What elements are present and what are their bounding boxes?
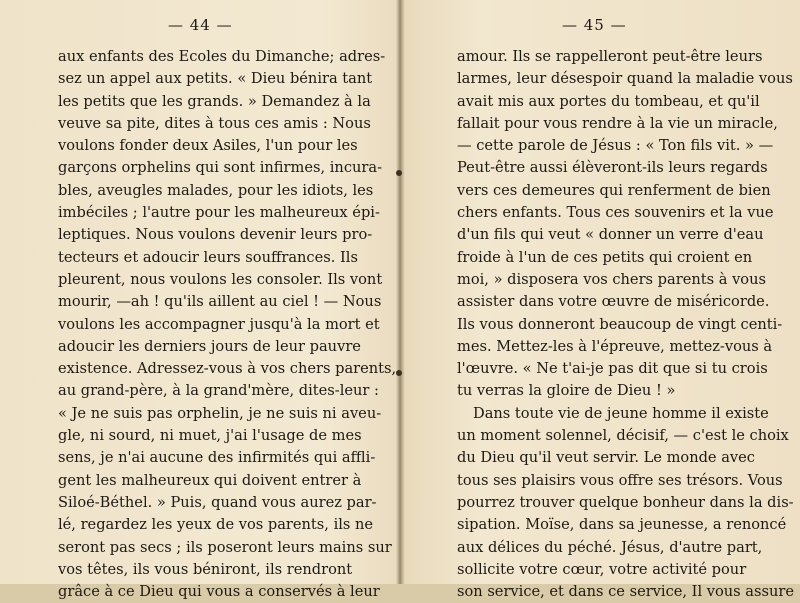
text-line: pourrez trouver quelque bonheur dans la dis- <box>457 493 794 511</box>
text-line: imbéciles ; l'autre pour les malheureux épi- <box>58 204 380 222</box>
text-line: chers enfants. Tous ces souvenirs et la vue <box>457 204 774 222</box>
text-line: « Je ne suis pas orphelin, je ne suis ni aveu- <box>58 404 382 422</box>
text-line: aux délices du péché. Jésus, d'autre part, <box>457 538 763 556</box>
page-text <box>58 46 397 603</box>
text-line: d'un fils qui veut « donner un verre d'eau <box>457 226 764 244</box>
text-line: — cette parole de Jésus : « Ton fils vit. » — <box>457 137 774 155</box>
text-line: adoucir les derniers jours de leur pauvre <box>58 337 361 355</box>
text-line: Siloé-Béthel. » Puis, quand vous aurez par- <box>58 493 377 511</box>
text-line: Ils vous donneront beaucoup de vingt centi- <box>457 315 783 333</box>
text-line: assister dans votre œuvre de miséricorde. <box>457 293 770 311</box>
binding-mark <box>396 170 402 176</box>
text-line: sipation. Moïse, dans sa jeunesse, a renoncé <box>457 516 787 534</box>
text-line: Dans toute vie de jeune homme il existe <box>473 404 769 422</box>
text-line: sens, je n'ai aucune des infirmités qui affli- <box>58 449 376 467</box>
text-line: sollicite votre cœur, votre activité pour <box>457 560 747 578</box>
text-line: du Dieu qu'il veut servir. Le monde avec <box>457 449 755 467</box>
text-line: froide à l'un de ces petits qui croient en <box>457 248 753 266</box>
text-line: l'œuvre. « Ne t'ai-je pas dit que si tu crois <box>457 360 768 378</box>
text-line: aux enfants des Ecoles du Dimanche; adres- <box>58 48 386 65</box>
text-line: fallait pour vous rendre à la vie un miracle, <box>457 114 778 132</box>
text-line: grâce à ce Dieu qui vous a conservés à leur <box>58 583 380 601</box>
text-line: les petits que les grands. » Demandez à la <box>58 92 371 110</box>
page-number: — 45 — <box>562 16 627 34</box>
text-line: Peut-être aussi élèveront-ils leurs regards <box>457 159 768 177</box>
text-line: veuve sa pite, dites à tous ces amis : Nous <box>58 114 371 132</box>
binding-mark <box>396 370 402 376</box>
text-line: avait mis aux portes du tombeau, et qu'il <box>457 92 760 110</box>
text-line: voulons les accompagner jusqu'à la mort et <box>58 315 380 333</box>
page-number: — 44 — <box>168 16 233 34</box>
text-line: tu verras la gloire de Dieu ! » <box>457 382 676 400</box>
text-line: lé, regardez les yeux de vos parents, ils ne <box>58 516 374 534</box>
text-line: tous ses plaisirs vous offre ses trésors. Vous <box>457 471 783 489</box>
text-line: existence. Adressez-vous à vos chers parents, <box>58 360 397 378</box>
text-line: mes. Mettez-les à l'épreuve, mettez-vous à <box>457 337 773 355</box>
text-line: leptiques. Nous voulons devenir leurs pro- <box>58 226 373 244</box>
text-line: tecteurs et adoucir leurs souffrances. Ils <box>58 248 358 266</box>
text-line: gle, ni sourd, ni muet, j'ai l'usage de mes <box>58 427 362 445</box>
text-line: pleurent, nous voulons les consoler. Ils vont <box>58 270 383 288</box>
text-line: moi, » disposera vos chers parents à vous <box>457 270 766 288</box>
text-line: gent les malheureux qui doivent entrer à <box>58 471 362 489</box>
text-line: larmes, leur désespoir quand la maladie vous <box>457 70 793 88</box>
text-line: vers ces demeures qui renferment de bien <box>457 181 771 199</box>
text-line: amour. Ils se rappelleront peut-être leurs <box>457 48 763 65</box>
text-line: sez un appel aux petits. « Dieu bénira tant <box>58 70 373 88</box>
page-text <box>457 46 794 603</box>
right-page <box>404 0 800 601</box>
text-line: mourir, —ah ! qu'ils aillent au ciel ! — Nous <box>58 293 382 311</box>
text-line: vos têtes, ils vous béniront, ils rendront <box>58 560 353 578</box>
text-line: au grand-père, à la grand'mère, dites-leur : <box>58 382 379 400</box>
text-line: son service, et dans ce service, Il vous assure <box>457 583 794 601</box>
text-line: bles, aveugles malades, pour les idiots, les <box>58 181 374 199</box>
text-line: seront pas secs ; ils poseront leurs mains sur <box>58 538 392 556</box>
left-page <box>0 0 397 601</box>
text-line: un moment solennel, décisif, — c'est le choix <box>457 427 789 445</box>
text-line: voulons fonder deux Asiles, l'un pour les <box>58 137 358 155</box>
text-line: garçons orphelins qui sont infirmes, incura- <box>58 159 382 177</box>
